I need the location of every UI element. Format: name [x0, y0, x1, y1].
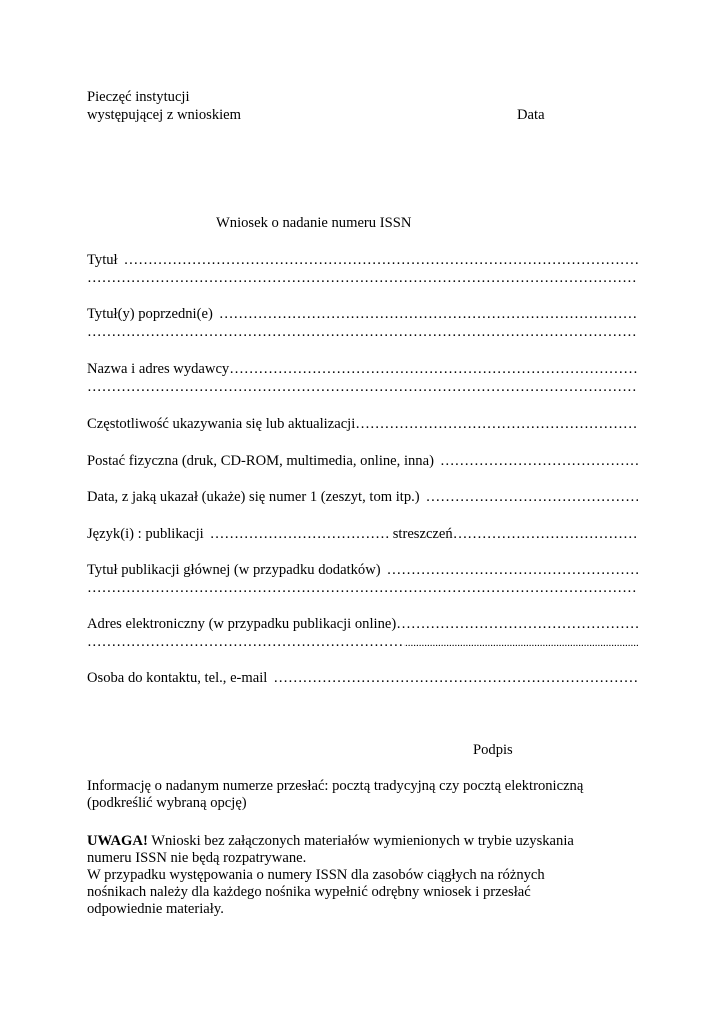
field-title: [87, 251, 638, 287]
field-main-publication: [87, 561, 638, 597]
field-title-blank[interactable]: [124, 251, 638, 269]
institution-line-1: Pieczęć instytucji: [87, 89, 190, 105]
field-electronic-address-blank[interactable]: [396, 615, 638, 633]
field-electronic-address-blank-3[interactable]: [405, 633, 638, 651]
field-publisher-label: Nazwa i adres wydawcy: [87, 361, 230, 377]
field-main-publication-blank[interactable]: [387, 561, 638, 579]
field-previous-titles-blank[interactable]: [219, 305, 638, 323]
institution-line-2: występującej z wnioskiem: [87, 107, 242, 123]
field-frequency: [87, 415, 638, 433]
warning-line-1-text: Wnioski bez załączonych materiałów wymienionych w trybie uzyskania: [147, 833, 574, 849]
field-languages-publication-blank[interactable]: [210, 525, 390, 543]
form-title: Wniosek o nadanie numeru ISSN: [216, 215, 412, 231]
notification-line-2: (podkreślić wybraną opcję): [87, 795, 247, 811]
field-publisher-blank[interactable]: [229, 360, 638, 378]
field-publisher-blank-2[interactable]: [87, 378, 638, 396]
institution-stamp-label: [87, 88, 241, 124]
field-previous-titles: [87, 305, 638, 341]
warning-line-3: W przypadku występowania o numery ISSN dla zasobów ciągłych na różnych: [87, 867, 545, 883]
field-previous-titles-label: Tytuł(y) poprzedni(e): [87, 306, 213, 322]
warning-line-5: odpowiednie materiały.: [87, 901, 224, 917]
field-languages-label: Język(i) : publikacji: [87, 526, 204, 542]
field-physical-form: [87, 452, 638, 470]
notification-paragraph: [87, 778, 657, 812]
field-first-issue-label: Data, z jaką ukazał (ukaże) się numer 1 (zeszyt, tom itp.): [87, 489, 420, 505]
field-title-label: Tytuł: [87, 252, 118, 268]
date-label: Data: [517, 107, 545, 123]
field-frequency-blank[interactable]: [355, 415, 638, 433]
field-frequency-label: Częstotliwość ukazywania się lub aktualizacji: [87, 416, 356, 432]
field-main-publication-label: Tytuł publikacji głównej (w przypadku dodatków): [87, 562, 381, 578]
field-languages: [87, 525, 638, 543]
field-physical-form-label: Postać fizyczna (druk, CD-ROM, multimedia, online, inna): [87, 453, 434, 469]
field-main-publication-blank-2[interactable]: [87, 579, 638, 597]
warning-bold: UWAGA!: [87, 833, 148, 849]
field-languages-abstracts-blank[interactable]: [453, 525, 638, 543]
field-first-issue: [87, 488, 638, 506]
notification-line-1: Informację o nadanym numerze przesłać: pocztą tradycyjną czy pocztą elektroniczną: [87, 778, 584, 794]
warning-line-1: [87, 833, 657, 850]
warning-line-2: numeru ISSN nie będą rozpatrywane.: [87, 850, 307, 866]
warning-paragraph: [87, 833, 657, 918]
signature-label: Podpis: [473, 742, 513, 758]
field-publisher: [87, 360, 638, 396]
field-electronic-address-blank-2[interactable]: [87, 633, 405, 651]
field-first-issue-blank[interactable]: [426, 488, 638, 506]
field-electronic-address: [87, 615, 638, 651]
field-contact: [87, 669, 638, 687]
field-title-blank-2[interactable]: [87, 269, 638, 287]
field-physical-form-blank[interactable]: [440, 452, 638, 470]
warning-line-4: nośnikach należy dla każdego nośnika wypełnić odrębny wniosek i przesłać: [87, 884, 531, 900]
field-abstracts-label: streszczeń: [392, 526, 453, 542]
field-contact-label: Osoba do kontaktu, tel., e-mail: [87, 670, 268, 686]
field-electronic-address-label: Adres elektroniczny (w przypadku publikacji online): [87, 616, 397, 632]
field-previous-titles-blank-2[interactable]: [87, 323, 638, 341]
field-contact-blank[interactable]: [273, 669, 638, 687]
